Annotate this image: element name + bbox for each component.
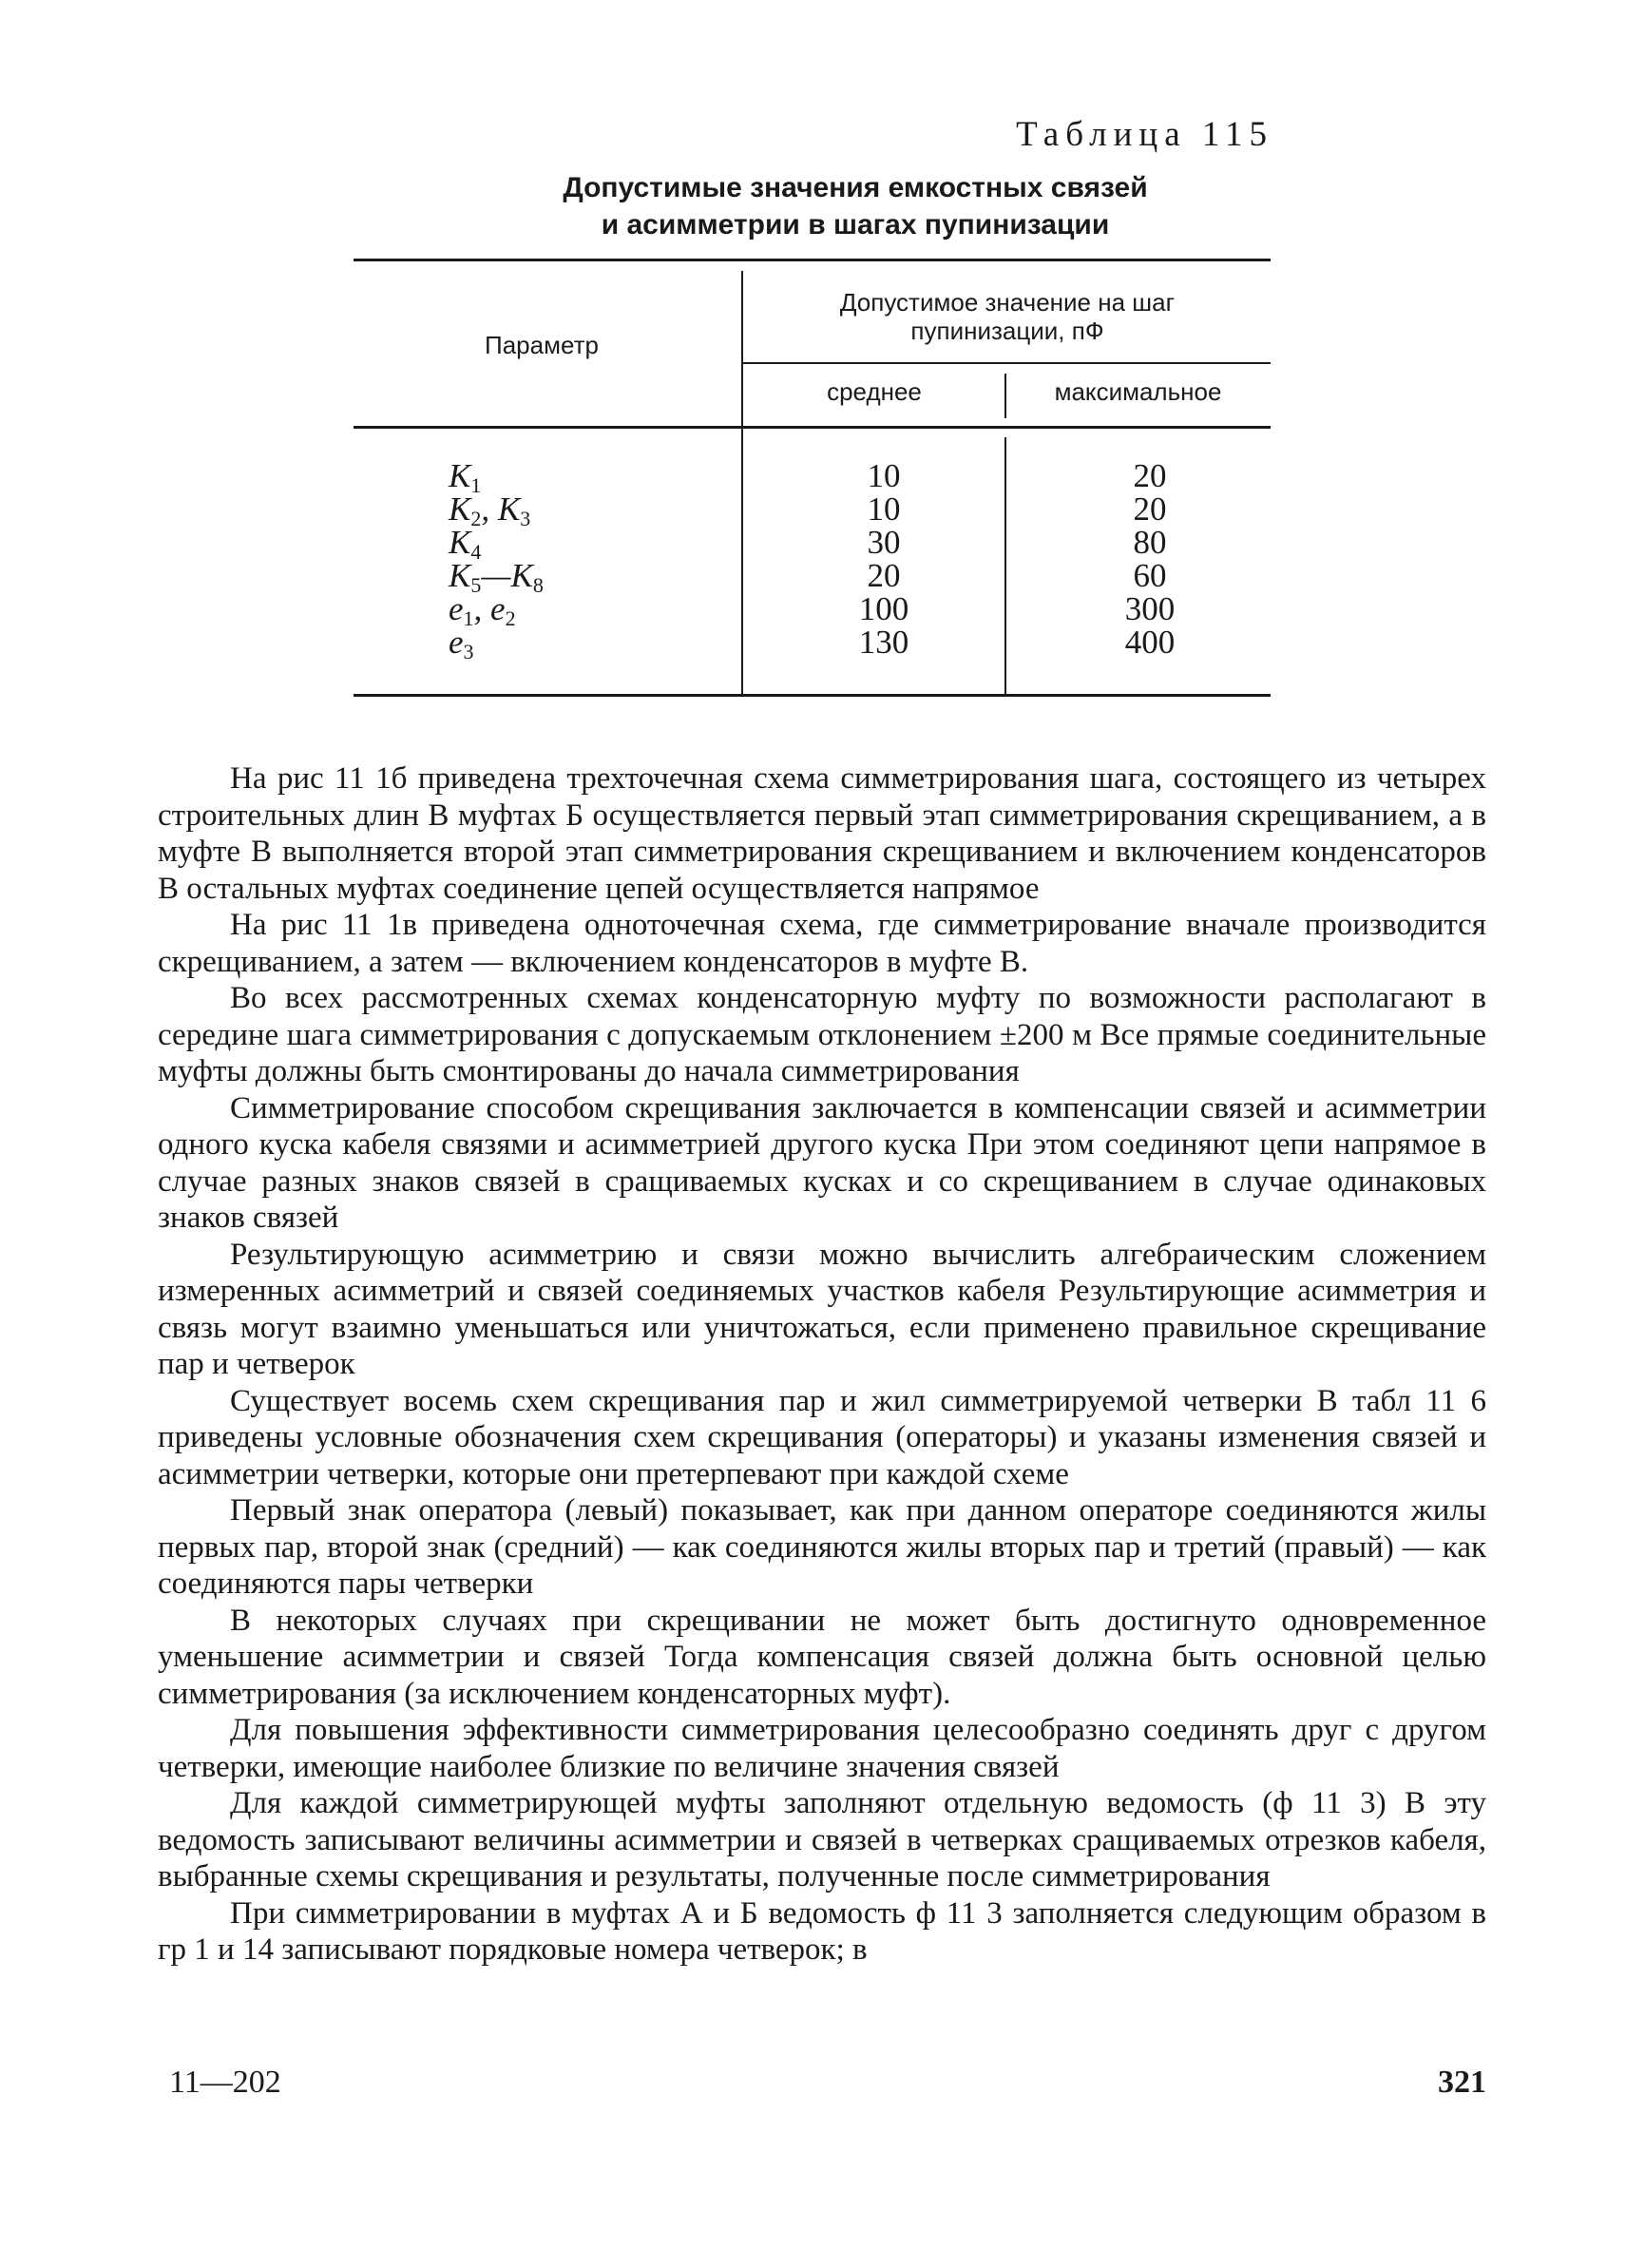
maximum-cell: 20 (1133, 490, 1167, 528)
table-vrule-1 (741, 271, 743, 697)
page-number: 321 (1438, 2065, 1486, 2100)
param-subscript: 3 (463, 640, 474, 663)
header-group (751, 288, 1264, 345)
header-group-line2: пупинизации, пФ (910, 317, 1104, 345)
param-subscript: 5 (470, 573, 482, 597)
header-average: среднее (827, 377, 922, 406)
param-subscript: 1 (470, 473, 482, 497)
param-subscript: 8 (532, 573, 544, 597)
paragraph: Существует восемь схем скрещивания пар и жил симметрируемой четверки В табл 11 6 приведены условные обозначения схем скрещивания (операторы) и указаны изменения связей и асимметрии четверки, которые они претерпевают при каждой схеме (158, 1383, 1486, 1491)
header-group-line1: Допустимое значение на шаг (839, 288, 1176, 317)
maximum-cell: 20 (1133, 457, 1167, 494)
paragraph: Первый знак оператора (левый) показывает, как при данном операторе соединяются жилы первых пар, второй знак (средний) — как соединяются жилы вторых пар и третий (правый) — как соединяются пары четверки (158, 1493, 1486, 1601)
param-cell: $K_5—K_8$ (449, 557, 544, 597)
maximum-cell: 60 (1133, 557, 1167, 594)
header-parameter: Параметр (485, 331, 599, 359)
paragraph: Во всех рассмотренных схемах конденсаторную муфту по возможности располагают в середине шага симметрирования с допускаемым отклонением ±200 м Все прямые соединительные муфты должны быть смонтированы до начала симметрирования (158, 981, 1486, 1088)
param-subscript: 2 (505, 606, 516, 630)
table-bottom-rule (354, 694, 1271, 697)
table-number: Таблица 115 (1016, 115, 1273, 154)
body-text (158, 760, 1486, 1969)
table-group-rule (741, 362, 1271, 364)
paragraph: Симметрирование способом скрещивания заключается в компенсации связей и асимметрии одного куска кабеля связями и асимметрией другого куска При этом соединяют цепи напрямое в случае разных знаков связей в сращиваемых кусках и со скрещиванием в случае одинаковых знаков связей (158, 1090, 1486, 1235)
paragraph: На рис 11 1в приведена одноточечная схема, где симметрирование вначале производится скрещиванием, а затем — включением конденсаторов в муфте В. (158, 908, 1486, 979)
param-cell: $K_2$, $K_3$ (449, 490, 531, 530)
average-cell: 10 (867, 457, 901, 494)
table-vrule-2 (1004, 374, 1006, 418)
table-top-rule (354, 259, 1271, 261)
paragraph: На рис 11 1б приведена трехточечная схема симметрирования шага, состоящего из четырех строительных длин В муфтах Б осуществляется первый этап симметрирования скрещиванием, а в муфте В выполняется второй этап симметрирования скрещиванием и включением конденсаторов В остальных муфтах соединение цепей осуществляется напрямое (158, 761, 1486, 906)
table-title-line2: и асимметрии в шагах пупинизации (601, 209, 1110, 240)
param-cell: $e_1$, $e_2$ (449, 590, 516, 630)
paragraph: При симметрировании в муфтах А и Б ведомость ф 11 3 заполняется следующим образом в гр 1 и 14 записывают порядковые номера четверок; в (158, 1895, 1486, 1967)
table-header-rule (354, 426, 1271, 429)
param-subscript: 3 (520, 507, 531, 530)
average-cell: 30 (867, 524, 901, 561)
table-vrule-3 (1004, 437, 1006, 697)
paragraph: Для повышения эффективности симметрирования целесообразно соединять друг с другом четверки, имеющие наиболее близкие по величине значения связей (158, 1713, 1486, 1784)
param-cell: $K_1$ (449, 457, 482, 497)
param-subscript: 2 (470, 507, 482, 530)
param-subscript: 4 (470, 540, 482, 564)
maximum-cell: 300 (1124, 590, 1176, 627)
table-title (361, 169, 1349, 243)
average-column (798, 459, 969, 659)
paragraph: Результирующую асимметрию и связи можно вычислить алгебраическим сложением измеренных асимметрий и связей соединяемых участков кабеля Результирующие асимметрия и связь могут взаимно уменьшаться или уничтожаться, если применено правильное скрещивание пар и четверок (158, 1237, 1486, 1381)
header-maximum: максимальное (1054, 377, 1222, 406)
average-cell: 100 (858, 590, 909, 627)
param-cell: $K_4$ (449, 524, 482, 564)
maximum-cell: 80 (1133, 524, 1167, 561)
param-cell: $e_3$ (449, 624, 474, 663)
average-cell: 10 (867, 490, 901, 528)
average-cell: 130 (858, 624, 909, 661)
param-column (449, 457, 639, 663)
paragraph: Для каждой симметрирующей муфты заполняют отдельную ведомость (ф 11 3) В эту ведомость записывают величины асимметрии и связей в четверках сращиваемых отрезков кабеля, выбранные схемы скрещивания и результаты, полученные после симметрирования (158, 1786, 1486, 1893)
printer-signature: 11—202 (169, 2065, 281, 2100)
table-title-line1: Допустимые значения емкостных связей (563, 172, 1148, 203)
param-subscript: 1 (463, 606, 474, 630)
maximum-column (1055, 459, 1245, 659)
average-cell: 20 (867, 557, 901, 594)
paragraph: В некоторых случаях при скрещивании не может быть достигнуто одновременное уменьшение асимметрии и связей Тогда компенсация связей должна быть основной целью симметрирования (за исключением конденсаторных муфт). (158, 1603, 1486, 1711)
maximum-cell: 400 (1124, 624, 1176, 661)
